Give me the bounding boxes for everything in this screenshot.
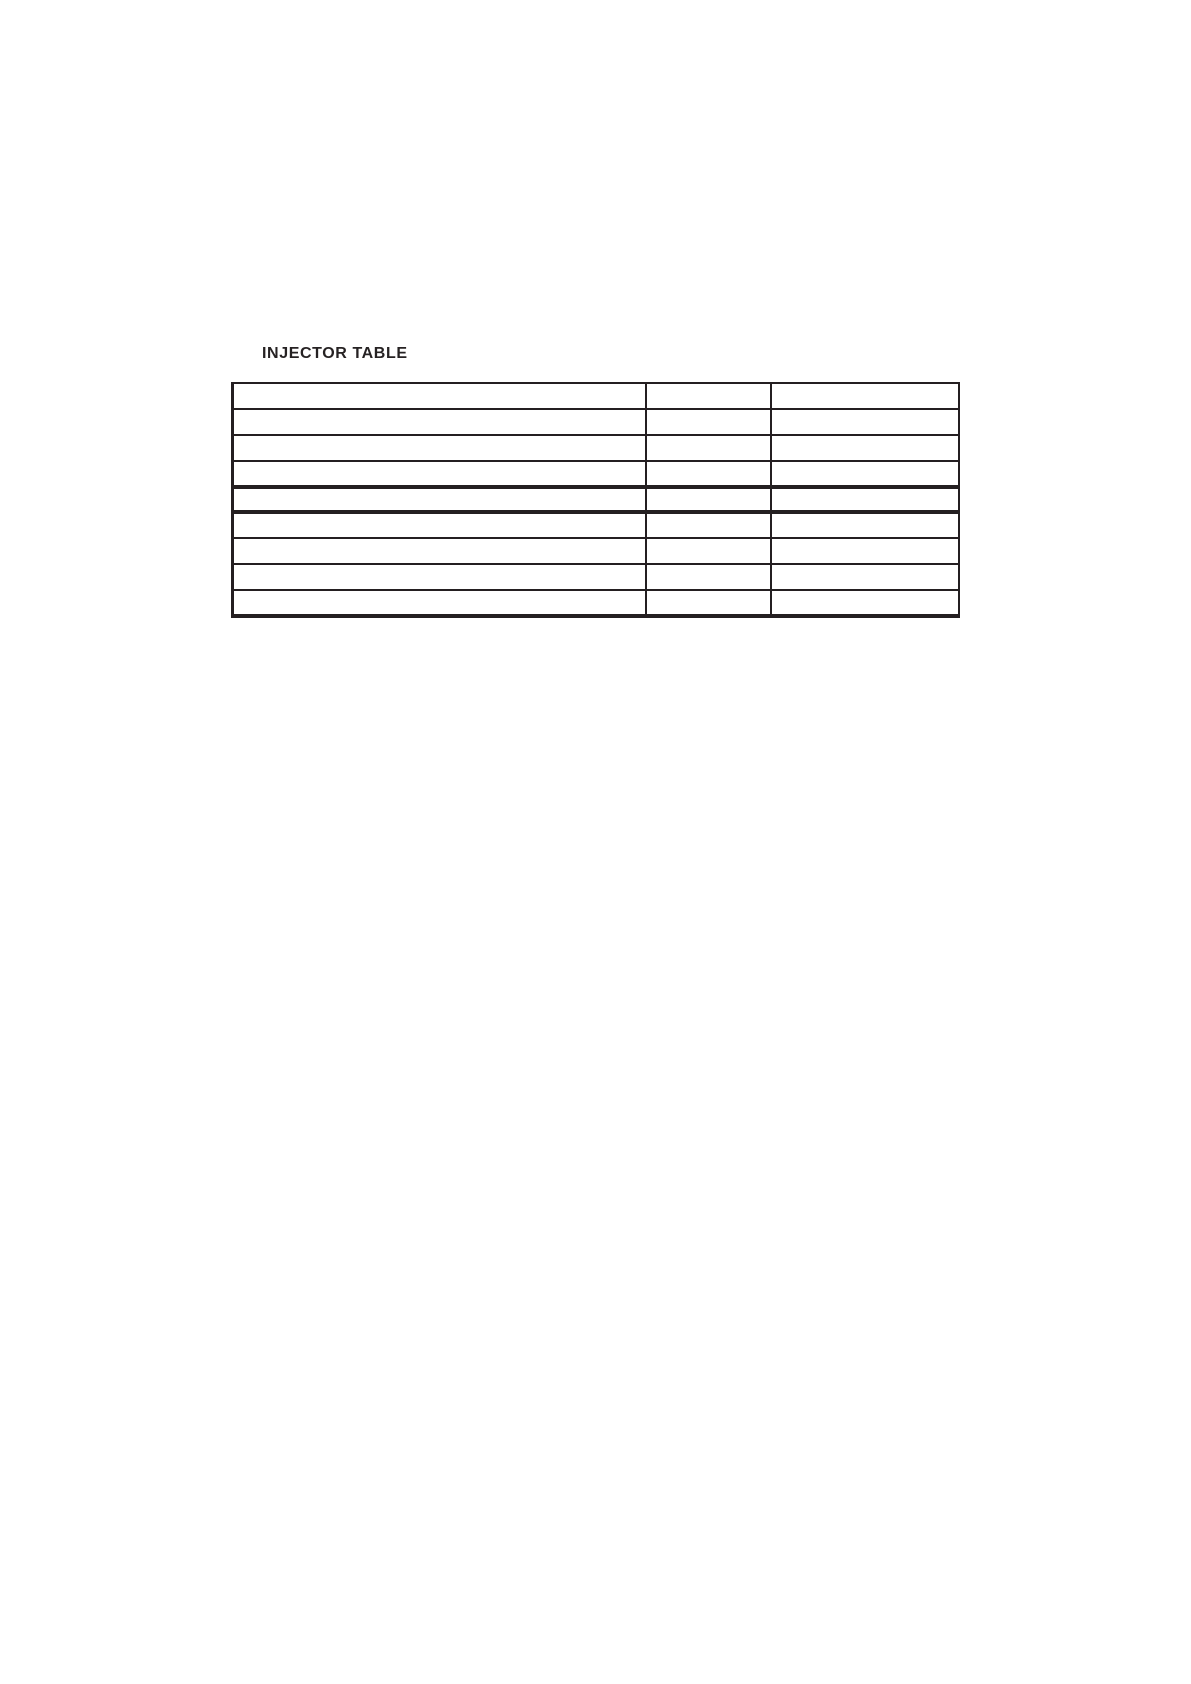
table-cell [646,487,771,513]
table-cell [771,564,959,590]
injector-table-body [233,383,959,616]
table-cell [771,487,959,513]
table-row [233,512,959,538]
table-cell [233,461,646,487]
table-row [233,435,959,461]
table-cell [233,383,646,409]
table-cell [646,590,771,616]
table-row [233,538,959,564]
table-cell [646,435,771,461]
table-cell [233,590,646,616]
table-row [233,409,959,435]
table-cell [771,383,959,409]
table-cell [646,409,771,435]
table-row [233,487,959,513]
table-row [233,590,959,616]
table-cell [646,383,771,409]
table-cell [771,512,959,538]
table-cell [771,461,959,487]
table-cell [771,409,959,435]
table-cell [233,435,646,461]
injector-table [231,382,960,618]
table-row [233,564,959,590]
table-row [233,461,959,487]
table-cell [646,538,771,564]
table-cell [233,487,646,513]
table-cell [646,461,771,487]
table-cell [646,512,771,538]
table-cell [771,538,959,564]
table-cell [646,564,771,590]
table-cell [771,590,959,616]
table-cell [233,409,646,435]
table-cell [233,564,646,590]
table-cell [233,512,646,538]
table-cell [233,538,646,564]
injector-table-title: INJECTOR TABLE [262,345,408,362]
table-row [233,383,959,409]
table-cell [771,435,959,461]
